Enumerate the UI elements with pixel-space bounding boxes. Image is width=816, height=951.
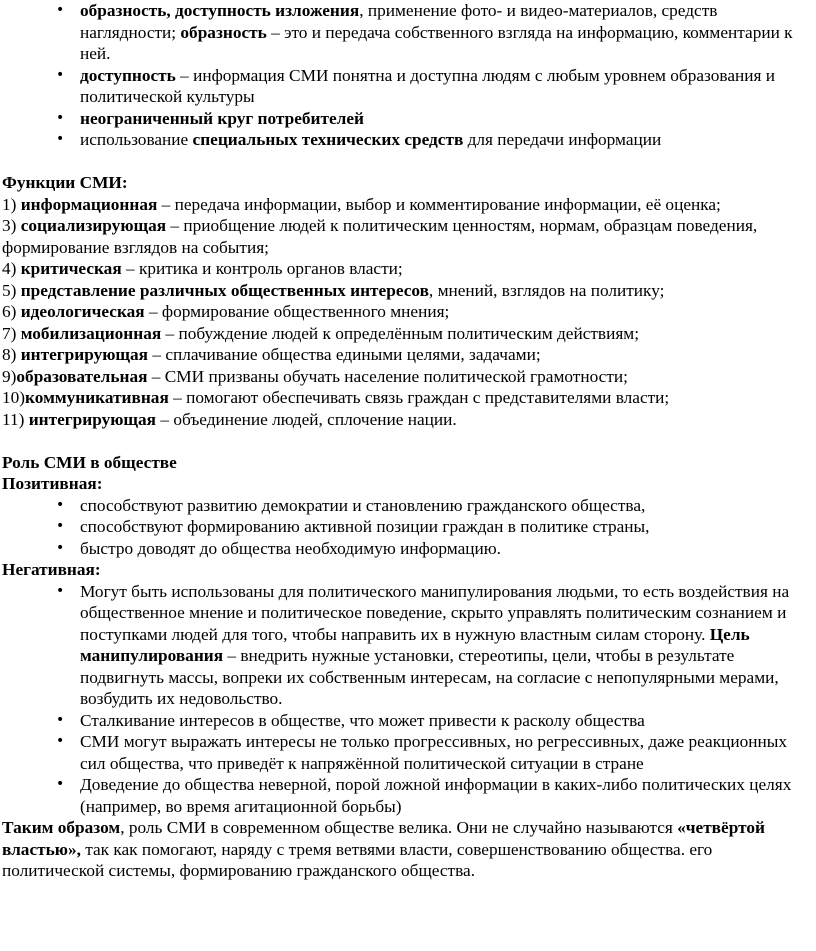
- function-item: 3) социализирующая – приобщение людей к политическим ценностям, нормам, образцам поведения, формирование взглядов на события;: [2, 216, 758, 257]
- positive-list: [2, 495, 814, 560]
- list-item: • Сталкивание интересов в обществе, что может привести к расколу общества: [2, 710, 814, 732]
- list-item: • Могут быть использованы для политического манипулирования людьми, то есть воздействия на общественное мнение и политическое поведение, скрыто управлять политическим сознанием и поступками людей для того, чтобы направить их в нужную властным силам сторону. Цель манипулирования – внедрить нужные установки, стереотипы, цели, чтобы в результате подвигнуть массы, вопреки их собственным интересам, на согласие с непопулярными мерами, возбудить их недовольство.: [2, 581, 814, 710]
- list-item: • неограниченный круг потребителей: [2, 108, 814, 130]
- function-item: 6) идеологическая – формирование общественного мнения;: [2, 302, 450, 321]
- list-item: • образность, доступность изложения, применение фото- и видео-материалов, средств наглядности; образность – это и передача собственного взгляда на информацию, комментарии к ней.: [2, 0, 814, 65]
- list-item: • способствуют формированию активной позиции граждан в политике страны,: [2, 516, 814, 538]
- list-item: • использование специальных технических средств для передачи информации: [2, 129, 814, 151]
- list-item: • Доведение до общества неверной, порой ложной информации в каких-либо политических целях (например, во время агитационной борьбы): [2, 774, 814, 817]
- function-item: 9)образовательная – СМИ призваны обучать население политической грамотности;: [2, 366, 628, 386]
- list-item: • быстро доводят до общества необходимую информацию.: [2, 538, 814, 560]
- function-item: 4) критическая – критика и контроль органов власти;: [2, 259, 403, 278]
- function-item: 1) информационная – передача информации, выбор и комментирование информации, её оценка;: [2, 194, 721, 214]
- function-item: 7) мобилизационная – побуждение людей к определённым политическим действиям;: [2, 323, 640, 343]
- functions-list: [2, 194, 814, 431]
- function-item: 11) интегрирующая – объединение людей, сплочение нации.: [2, 409, 457, 429]
- positive-heading: Позитивная:: [2, 474, 103, 493]
- intro-list: [2, 0, 814, 151]
- list-item: • доступность – информация СМИ понятна и доступна людям с любым уровнем образования и политической культуры: [2, 65, 814, 108]
- negative-heading: Негативная:: [2, 560, 101, 579]
- conclusion-paragraph: Таким образом, роль СМИ в современном обществе велика. Они не случайно называются «четвёртой властью», так как помогают, наряду с тремя ветвями власти, совершенствованию общества. его политической системы, формированию гражданского общества.: [2, 818, 765, 880]
- function-item: 5) представление различных общественных интересов, мнений, взглядов на политику;: [2, 280, 665, 300]
- list-item: • СМИ могут выражать интересы не только прогрессивных, но регрессивных, даже реакционных сил общества, что приведёт к напряжённой политической ситуации в стране: [2, 731, 814, 774]
- negative-list: [2, 581, 814, 818]
- functions-heading: Функции СМИ:: [2, 173, 128, 192]
- role-heading: Роль СМИ в обществе: [2, 452, 177, 472]
- function-item: 10)коммуникативная – помогают обеспечивать связь граждан с представителями власти;: [2, 388, 670, 407]
- function-item: 8) интегрирующая – сплачивание общества едиными целями, задачами;: [2, 345, 541, 364]
- list-item: • способствуют развитию демократии и становлению гражданского общества,: [2, 495, 814, 517]
